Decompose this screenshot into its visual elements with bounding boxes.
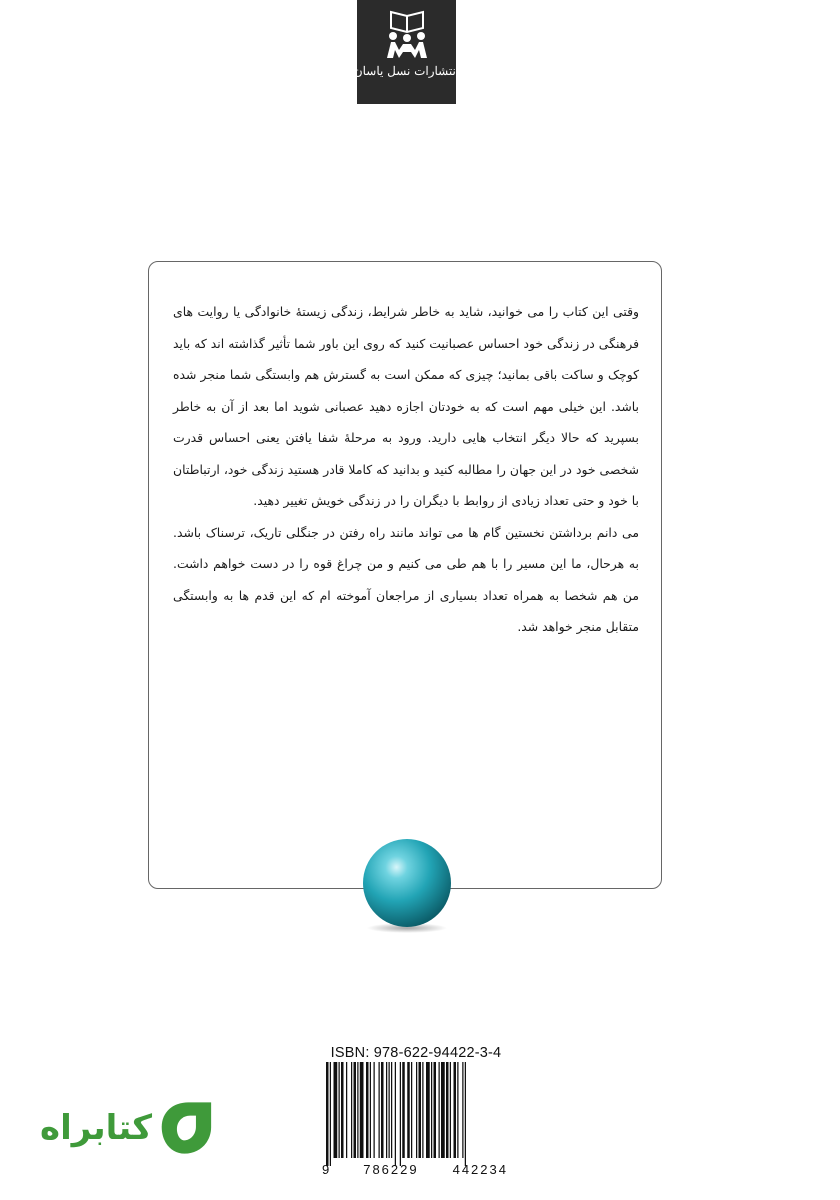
barcode-bar <box>389 1062 390 1158</box>
barcode-bar <box>457 1062 458 1158</box>
barcode-bar <box>441 1062 445 1158</box>
ketabrah-logo <box>40 1093 215 1163</box>
barcode-bar <box>366 1062 369 1158</box>
barcode-bar <box>341 1062 344 1158</box>
barcode-bar <box>330 1062 331 1166</box>
barcode-digit-group-1: 786229 <box>363 1162 419 1177</box>
barcode-bar <box>422 1062 423 1158</box>
barcode-bar <box>462 1062 463 1158</box>
barcode-bar <box>379 1062 380 1158</box>
barcode-bar <box>381 1062 384 1158</box>
isbn-label: ISBN: 978-622-94422-3-4 <box>330 1045 502 1061</box>
barcode-bar <box>454 1062 457 1158</box>
barcode-bar <box>391 1062 392 1158</box>
barcode-bar <box>434 1062 437 1158</box>
barcode-digits <box>322 1162 508 1177</box>
barcode-bar <box>357 1062 358 1158</box>
barcode-bar <box>431 1062 432 1158</box>
ketabrah-wordmark: کتابراه <box>40 1108 153 1148</box>
paragraph-2: می دانم برداشتن نخستین گام ها می تواند مانند راه رفتن در جنگلی تاریک، ترسناک باشد. به هرحال، ما این مسیر را با هم طی می کنیم و من چراغ قوه را در دست خواهم داشت. من هم شخصا به همراه تعداد بسیاری از مراجعان آموخته ام که این قدم ها به وابستگی متقابل منجر خواهد شد. <box>173 524 639 634</box>
publisher-name: انتشارات نسل یاسان <box>353 64 460 78</box>
barcode-bar <box>450 1062 451 1158</box>
barcode-bar <box>426 1062 430 1158</box>
barcode-bar <box>411 1062 412 1158</box>
barcode-bar <box>326 1062 329 1166</box>
barcode-bar <box>374 1062 375 1158</box>
barcode-bar <box>334 1062 338 1158</box>
barcode-bar <box>370 1062 371 1158</box>
barcode-digit-first: 9 <box>322 1162 330 1177</box>
publisher-logo <box>353 0 460 104</box>
barcode-bar <box>354 1062 357 1158</box>
barcode-bar <box>402 1062 405 1158</box>
teal-sphere <box>359 838 455 934</box>
barcode-bar <box>351 1062 352 1158</box>
barcode-bar <box>400 1062 401 1166</box>
barcode-bar <box>416 1062 417 1158</box>
ketabrah-leaf-icon <box>156 1097 215 1159</box>
paragraph-1: وقتی این کتاب را می خوانید، شاید به خاطر شرایط، زندگی زیستهٔ خانوادگی یا روایت های فرهنگی در زندگی خود احساس عصبانیت کنید که روی این باور شما تأثیر گذاشته اند که باید کوچک و ساکت باقی بمانید؛ چیزی که ممکن است به گسترش هم وابستگی شما منجر شده باشد. این خیلی مهم است که به خودتان اجازه دهید عصبانی شوید اما بعد از آن به خاطر بسپرید که حالا دیگر انتخاب هایی دارید. ورود به مرحلهٔ شفا یافتن یعنی احساس قدرت شخصی خود در این جهان را مطالبه کنید و بدانید که کاملا قادر هستید زندگی خود، ارتباطتان با خود و حتی تعداد زیادی از روابط با دیگران را در زندگی خویش تغییر دهید. <box>173 304 639 508</box>
barcode-bar <box>395 1062 396 1166</box>
barcode-bar <box>407 1062 410 1158</box>
barcode-bar <box>439 1062 440 1158</box>
barcode-bar <box>339 1062 340 1158</box>
barcode-digit-group-2: 442234 <box>452 1162 508 1177</box>
barcode-bar <box>346 1062 347 1158</box>
back-cover-text <box>173 296 639 643</box>
publisher-emblem-icon <box>377 6 437 62</box>
barcode-bar <box>465 1062 466 1166</box>
barcode-bar <box>419 1062 422 1158</box>
barcode-bar <box>360 1062 364 1158</box>
barcode <box>326 1062 508 1166</box>
barcode-bar <box>446 1062 449 1158</box>
barcode-bar <box>386 1062 387 1158</box>
